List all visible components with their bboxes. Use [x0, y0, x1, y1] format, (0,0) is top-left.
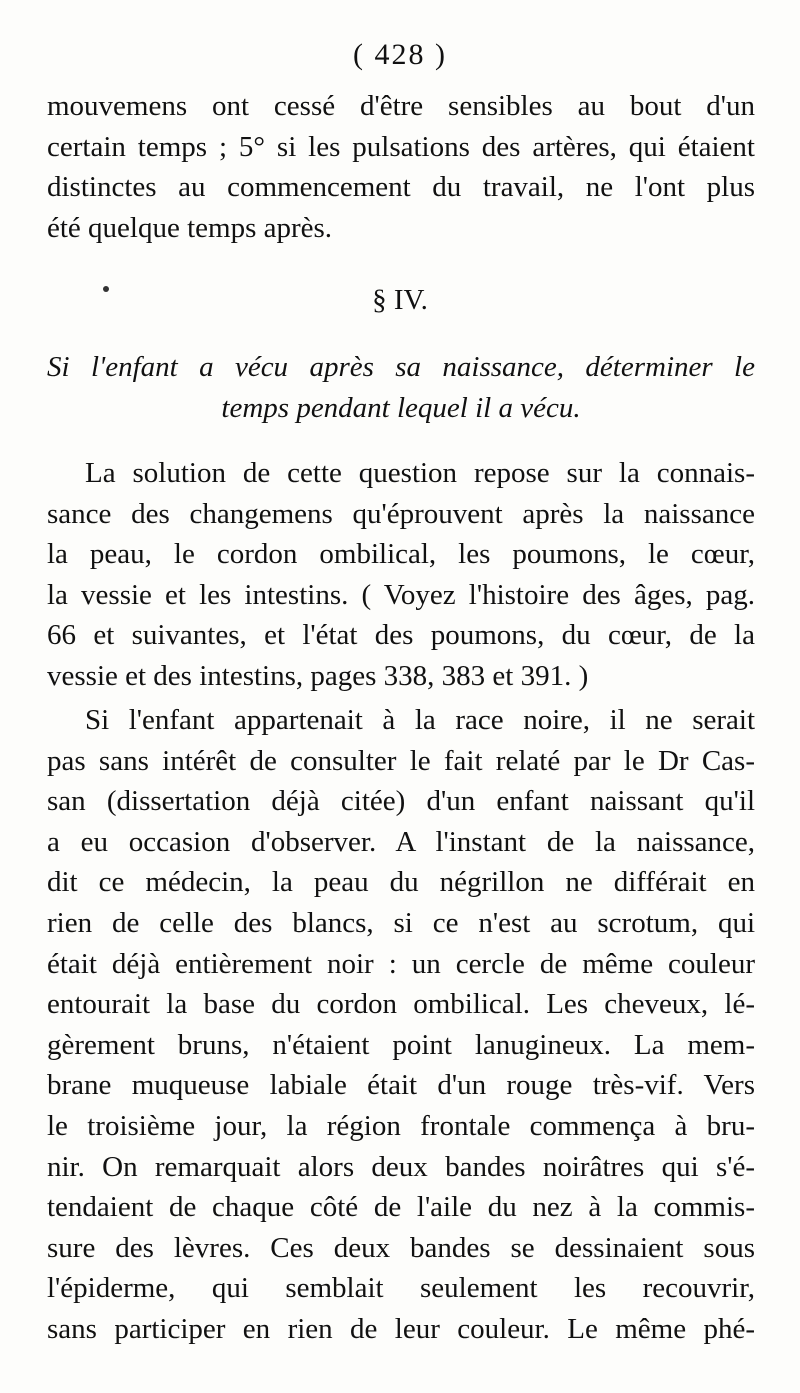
text-line: été quelque temps après.	[47, 211, 333, 244]
text-line: la peau, le cordon ombilical, les poumons, le cœur,	[47, 538, 755, 571]
text-line: gèrement bruns, n'étaient point lanugineux. La mem-	[47, 1028, 755, 1061]
question-line: Si l'enfant a vécu après sa naissance, déterminer le	[47, 351, 755, 383]
text-line: nir. On remarquait alors deux bandes noirâtres qui s'é-	[47, 1150, 755, 1183]
paragraph-race-noire	[47, 700, 755, 1350]
text-line: sans participer en rien de leur couleur. Le même phé-	[47, 1312, 755, 1345]
text-line: la vessie et les intestins. ( Voyez l'histoire des âges, pag.	[47, 578, 755, 611]
text-line: vessie et des intestins, pages 338, 383 et 391. )	[47, 659, 589, 692]
text-line: Si l'enfant appartenait à la race noire, il ne serait	[85, 704, 755, 736]
question-line: temps pendant lequel il a vécu.	[221, 392, 581, 424]
section-heading: § IV.	[372, 284, 428, 316]
text-line: l'épiderme, qui semblait seulement les recouvrir,	[47, 1272, 755, 1305]
text-line: pas sans intérêt de consulter le fait relaté par le Dr Cas-	[47, 744, 755, 777]
section-question	[47, 347, 755, 429]
text-line: brane muqueuse labiale était d'un rouge très-vif. Vers	[47, 1069, 755, 1102]
text-line: dit ce médecin, la peau du négrillon ne différait en	[47, 866, 755, 899]
text-line: a eu occasion d'observer. A l'instant de la naissance,	[47, 825, 755, 858]
text-line: 66 et suivantes, et l'état des poumons, du cœur, de la	[47, 619, 755, 652]
text-line: distinctes au commencement du travail, ne l'ont plus	[47, 171, 755, 204]
text-line: tendaient de chaque côté de l'aile du nez à la commis-	[47, 1191, 755, 1224]
text-line: rien de celle des blancs, si ce n'est au scrotum, qui	[47, 906, 755, 939]
page-number: ( 428 )	[353, 38, 447, 71]
text-line: était déjà entièrement noir : un cercle de même couleur	[47, 947, 755, 980]
text-line: La solution de cette question repose sur la connais-	[85, 457, 755, 489]
paragraph-solution	[47, 453, 755, 697]
text-line: san (dissertation déjà citée) d'un enfant naissant qu'il	[47, 785, 755, 818]
intro-paragraph	[47, 86, 755, 248]
ink-speck	[103, 286, 109, 292]
text-line: mouvemens ont cessé d'être sensibles au bout d'un	[47, 90, 755, 122]
text-line: sance des changemens qu'éprouvent après la naissance	[47, 497, 755, 530]
text-line: le troisième jour, la région frontale commença à bru-	[47, 1109, 755, 1142]
text-line: sure des lèvres. Ces deux bandes se dessinaient sous	[47, 1231, 755, 1264]
text-line: certain temps ; 5° si les pulsations des artères, qui étaient	[47, 130, 755, 163]
text-line: entourait la base du cordon ombilical. Les cheveux, lé-	[47, 988, 755, 1021]
